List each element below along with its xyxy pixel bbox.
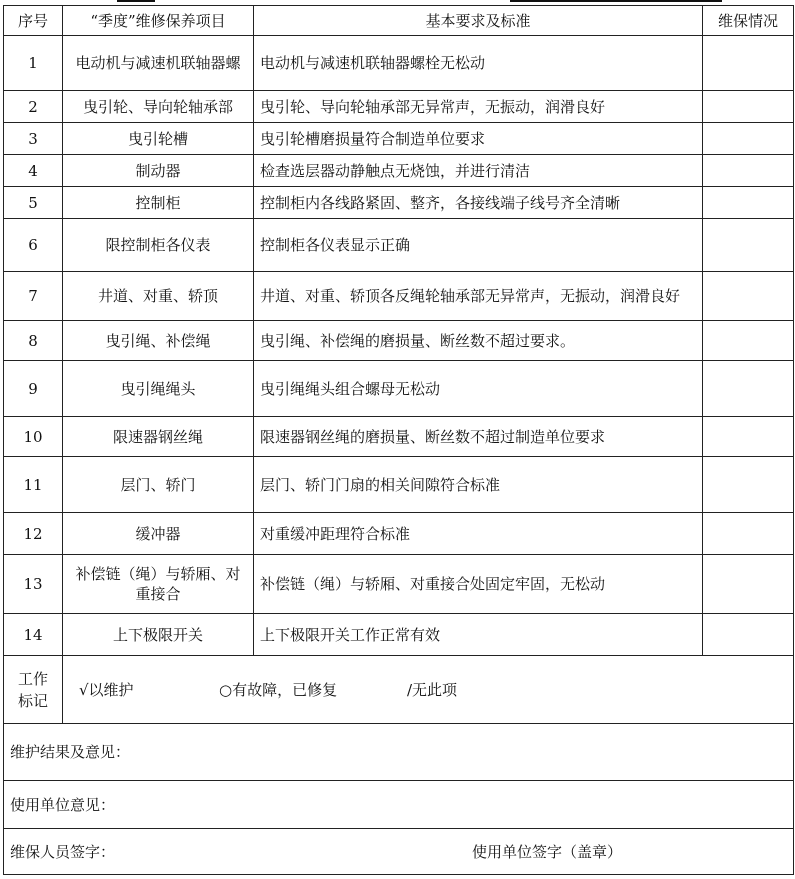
row-number: 11 xyxy=(4,457,63,513)
top-rule-right xyxy=(510,0,722,2)
legend-maintained: √以维护 xyxy=(79,680,134,699)
row-status[interactable] xyxy=(703,555,794,614)
row-item: 曳引轮、导向轮轴承部 xyxy=(63,91,254,123)
table-row xyxy=(4,417,794,457)
row-item: 补偿链（绳）与轿厢、对重接合 xyxy=(63,555,254,614)
table-row xyxy=(4,219,794,272)
legend-label: 工作标记 xyxy=(4,656,63,724)
row-requirement: 电动机与减速机联轴器螺栓无松动 xyxy=(254,36,703,91)
row-requirement: 曳引绳、补偿绳的磨损量、断丝数不超过要求。 xyxy=(254,321,703,361)
row-number: 14 xyxy=(4,614,63,656)
row-item: 上下极限开关 xyxy=(63,614,254,656)
table-row xyxy=(4,36,794,91)
row-number: 10 xyxy=(4,417,63,457)
row-requirement: 曳引绳绳头组合螺母无松动 xyxy=(254,361,703,417)
row-requirement: 补偿链（绳）与轿厢、对重接合处固定牢固，无松动 xyxy=(254,555,703,614)
row-requirement: 检查选层器动静触点无烧蚀，并进行清洁 xyxy=(254,155,703,187)
row-item: 限控制柜各仪表 xyxy=(63,219,254,272)
user-opinion-field: 使用单位意见： xyxy=(4,781,794,829)
row-number: 6 xyxy=(4,219,63,272)
legend-not-applicable: /无此项 xyxy=(407,680,458,699)
table-row xyxy=(4,272,794,321)
maintenance-table xyxy=(3,5,794,875)
row-requirement: 上下极限开关工作正常有效 xyxy=(254,614,703,656)
row-requirement: 控制柜内各线路紧固、整齐，各接线端子线号齐全清晰 xyxy=(254,187,703,219)
result-row xyxy=(4,724,794,781)
table-row xyxy=(4,123,794,155)
table-row xyxy=(4,187,794,219)
result-field: 维护结果及意见： xyxy=(4,724,794,781)
row-status[interactable] xyxy=(703,272,794,321)
row-number: 4 xyxy=(4,155,63,187)
row-number: 1 xyxy=(4,36,63,91)
row-requirement: 曳引轮槽磨损量符合制造单位要求 xyxy=(254,123,703,155)
header-requirement: 基本要求及标准 xyxy=(254,6,703,36)
row-status[interactable] xyxy=(703,457,794,513)
user-opinion-row xyxy=(4,781,794,829)
row-item: 曳引轮槽 xyxy=(63,123,254,155)
header-item: “季度”维修保养项目 xyxy=(63,6,254,36)
row-number: 9 xyxy=(4,361,63,417)
row-item: 控制柜 xyxy=(63,187,254,219)
row-number: 2 xyxy=(4,91,63,123)
row-number: 7 xyxy=(4,272,63,321)
row-number: 3 xyxy=(4,123,63,155)
table-row xyxy=(4,457,794,513)
row-status[interactable] xyxy=(703,123,794,155)
legend-cell xyxy=(63,656,794,724)
row-item: 缓冲器 xyxy=(63,513,254,555)
table-row xyxy=(4,513,794,555)
row-status[interactable] xyxy=(703,361,794,417)
row-item: 电动机与减速机联轴器螺 xyxy=(63,36,254,91)
row-item: 曳引绳绳头 xyxy=(63,361,254,417)
signature-cell xyxy=(4,829,794,875)
row-status[interactable] xyxy=(703,321,794,361)
table-row xyxy=(4,361,794,417)
row-requirement: 限速器钢丝绳的磨损量、断丝数不超过制造单位要求 xyxy=(254,417,703,457)
table-row xyxy=(4,321,794,361)
table-row xyxy=(4,555,794,614)
signature-row xyxy=(4,829,794,875)
row-number: 5 xyxy=(4,187,63,219)
staff-signature-label: 维保人员签字： xyxy=(10,842,116,861)
row-item: 限速器钢丝绳 xyxy=(63,417,254,457)
row-status[interactable] xyxy=(703,36,794,91)
row-requirement: 曳引轮、导向轮轴承部无异常声，无振动，润滑良好 xyxy=(254,91,703,123)
row-status[interactable] xyxy=(703,187,794,219)
legend-row xyxy=(4,656,794,724)
row-status[interactable] xyxy=(703,91,794,123)
table-row xyxy=(4,91,794,123)
row-item: 层门、轿门 xyxy=(63,457,254,513)
header-status: 维保情况 xyxy=(703,6,794,36)
table-row xyxy=(4,155,794,187)
row-status[interactable] xyxy=(703,614,794,656)
row-number: 13 xyxy=(4,555,63,614)
row-status[interactable] xyxy=(703,417,794,457)
unit-signature-label: 使用单位签字（盖章） xyxy=(472,842,623,861)
row-status[interactable] xyxy=(703,155,794,187)
row-requirement: 井道、对重、轿顶各反绳轮轴承部无异常声，无振动，润滑良好 xyxy=(254,272,703,321)
header-row xyxy=(4,6,794,36)
row-item: 制动器 xyxy=(63,155,254,187)
top-rule-left xyxy=(117,0,155,2)
row-item: 井道、对重、轿顶 xyxy=(63,272,254,321)
header-no: 序号 xyxy=(4,6,63,36)
row-number: 8 xyxy=(4,321,63,361)
row-number: 12 xyxy=(4,513,63,555)
row-requirement: 层门、轿门门扇的相关间隙符合标准 xyxy=(254,457,703,513)
table-row xyxy=(4,614,794,656)
row-item: 曳引绳、补偿绳 xyxy=(63,321,254,361)
row-status[interactable] xyxy=(703,513,794,555)
row-requirement: 对重缓冲距理符合标准 xyxy=(254,513,703,555)
row-status[interactable] xyxy=(703,219,794,272)
legend-repaired: ○有故障，已修复 xyxy=(219,680,338,699)
row-requirement: 控制柜各仪表显示正确 xyxy=(254,219,703,272)
